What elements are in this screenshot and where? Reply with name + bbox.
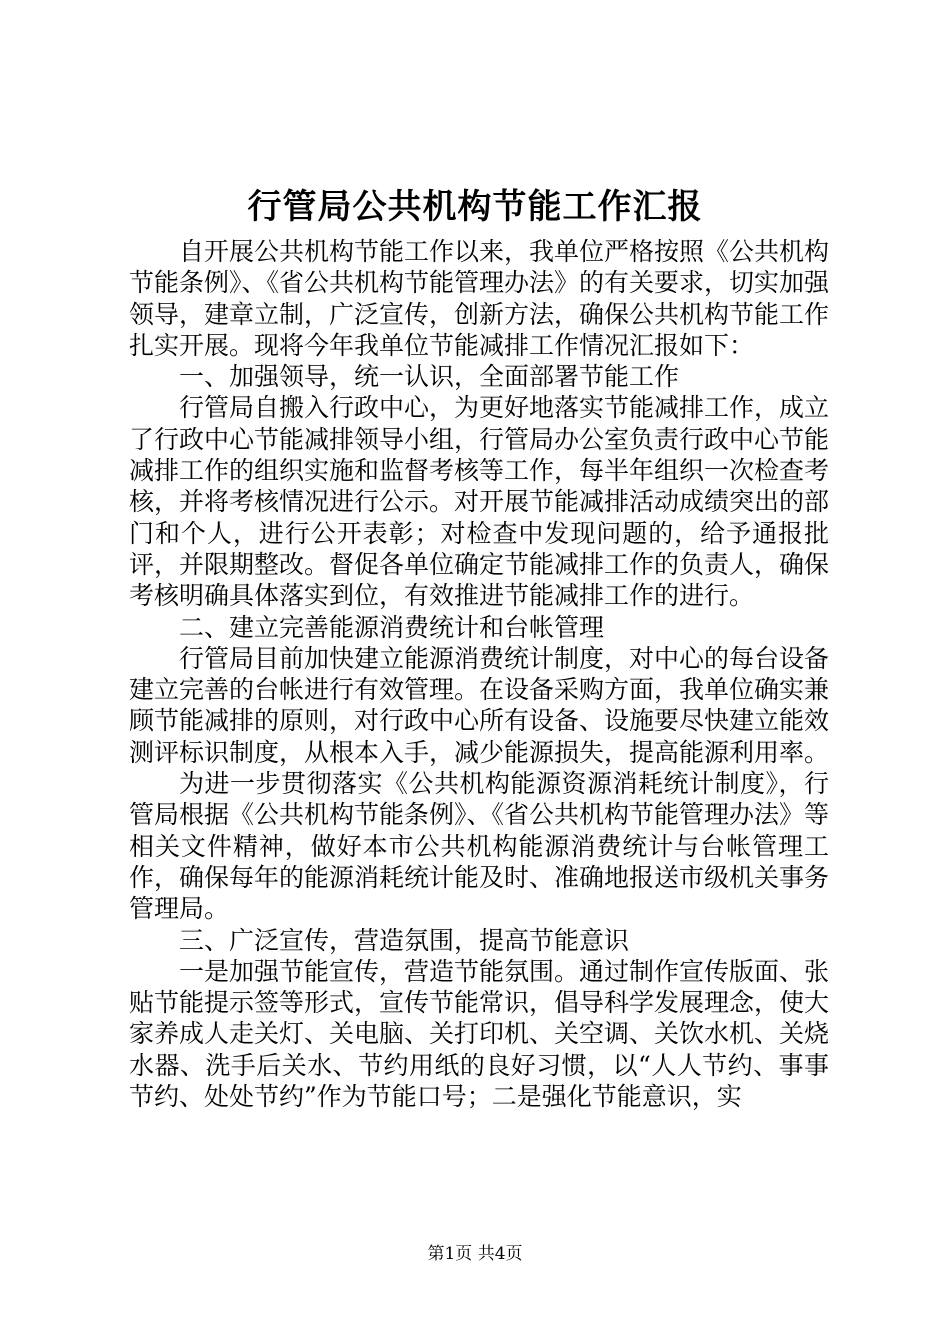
- section-3-paragraph: 一是加强节能宣传，营造节能氛围。通过制作宣传版面、张贴节能提示签等形式，宣传节能常识，倡导科学发展理念，使大家养成人走关灯、关电脑、关打印机、关空调、关饮水机、关烧水器、洗手后关水、节约用纸的良好习惯，以“人人节约、事事节约、处处节约”作为节能口号；二是强化节能意识，实: [129, 956, 830, 1112]
- document-body: [129, 236, 829, 1112]
- section-heading-3: 三、广泛宣传，营造氛围，提高节能意识: [179, 925, 630, 955]
- section-heading-1: 一、加强领导，统一认识，全面部署节能工作: [179, 362, 680, 392]
- section-2-paragraph-2: 为进一步贯彻落实《公共机构能源资源消耗统计制度》，行管局根据《公共机构节能条例》、《省公共机构节能管理办法》等相关文件精神，做好本市公共机构能源消费统计与台帐管理工作，确保每年的能源消耗统计能及时、准确地报送市级机关事务管理局。: [129, 769, 830, 924]
- document-title: 行管局公共机构节能工作汇报: [247, 187, 703, 227]
- section-2-paragraph-1: 行管局目前加快建立能源消费统计制度，对中心的每台设备建立完善的台帐进行有效管理。在设备采购方面，我单位确实兼顾节能减排的原则，对行政中心所有设备、设施要尽快建立能效测评标识制度，从根本入手，减少能源损失，提高能源利用率。: [129, 643, 830, 767]
- page-number-footer: 第1页 共4页: [427, 1244, 523, 1264]
- intro-paragraph: 自开展公共机构节能工作以来，我单位严格按照《公共机构节能条例》、《省公共机构节能管理办法》的有关要求，切实加强领导，建章立制，广泛宣传，创新方法，确保公共机构节能工作扎实开展。现将今年我单位节能减排工作情况汇报如下：: [129, 237, 830, 360]
- section-heading-2: 二、建立完善能源消费统计和台帐管理: [179, 612, 605, 642]
- section-1-paragraph: 行管局自搬入行政中心，为更好地落实节能减排工作，成立了行政中心节能减排领导小组，行管局办公室负责行政中心节能减排工作的组织实施和监督考核等工作，每半年组织一次检查考核，并将考核情况进行公示。对开展节能减排活动成绩突出的部门和个人，进行公开表彰；对检查中发现问题的，给予通报批评，并限期整改。督促各单位确定节能减排工作的负责人，确保考核明确具体落实到位，有效推进节能减排工作的进行。: [129, 393, 830, 611]
